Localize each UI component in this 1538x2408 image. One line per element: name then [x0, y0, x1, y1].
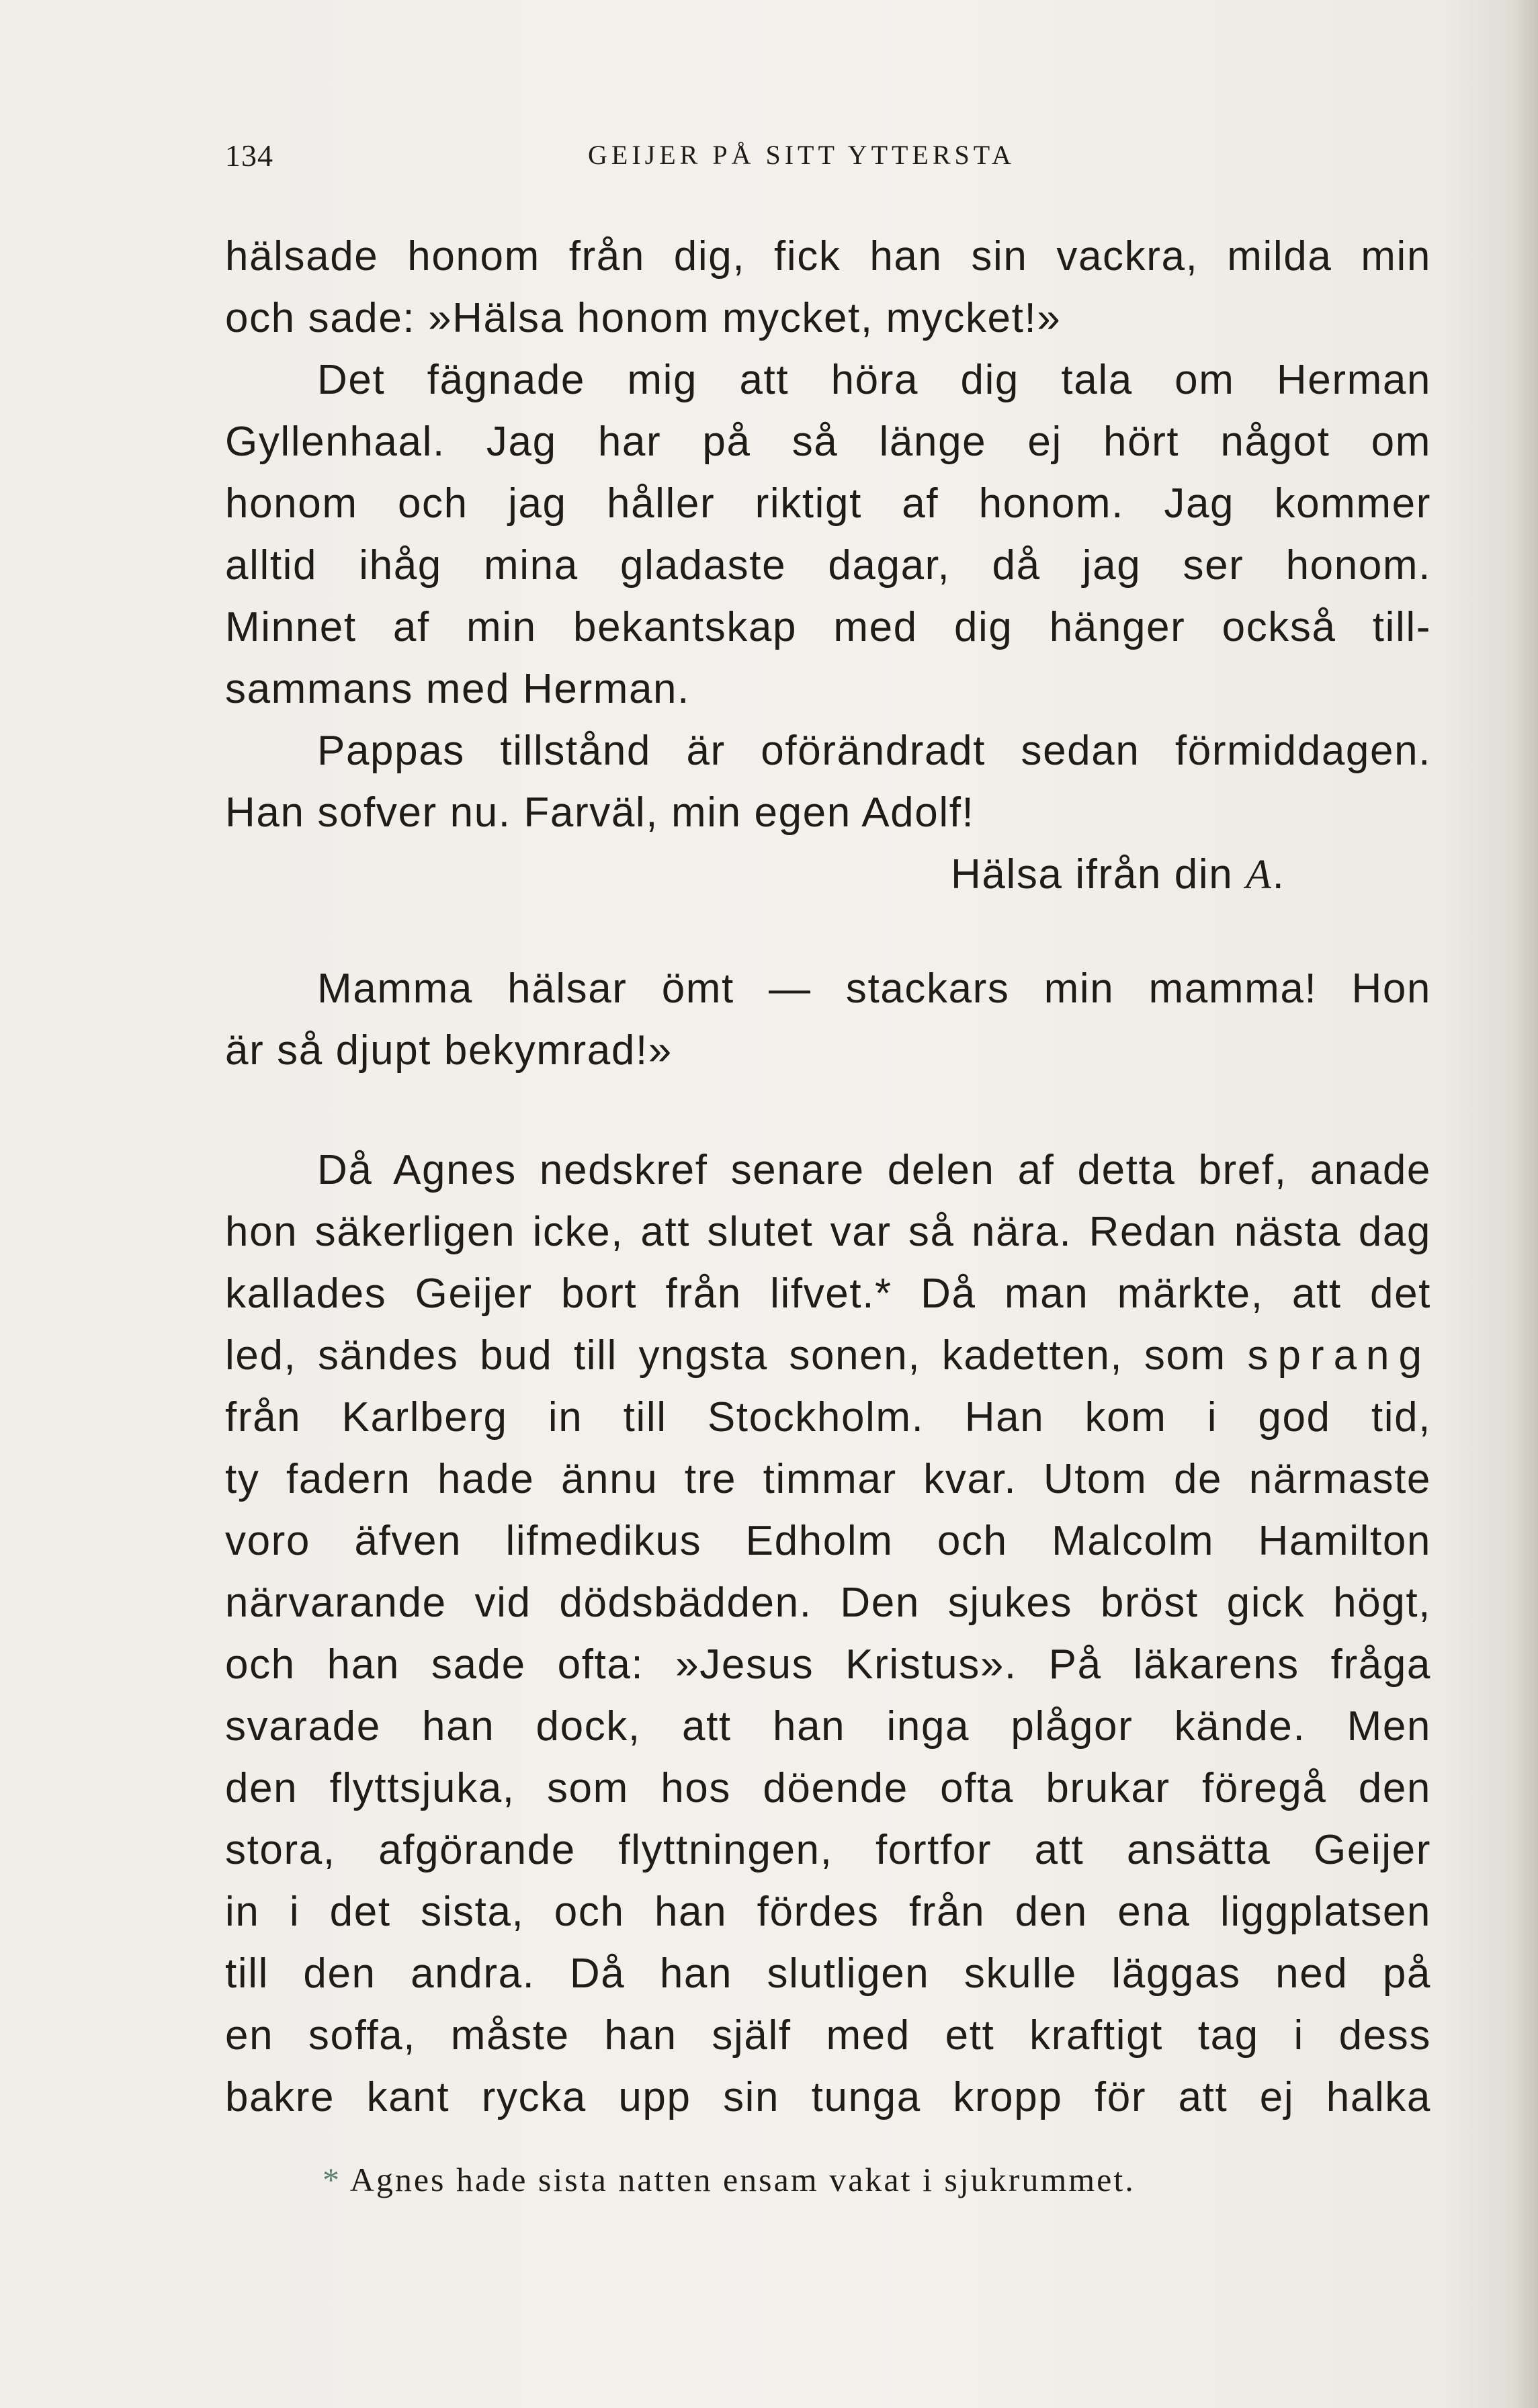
- text-line-start: led, sändes bud till yngsta sonen, kadetten, som: [225, 1332, 1226, 1379]
- text-line: ty fadern hade ännu tre timmar kvar. Utom de närmaste: [225, 1456, 1431, 1502]
- signature-prefix: Hälsa ifrån din: [951, 851, 1234, 898]
- text-line: bakre kant rycka upp sin tunga kropp för att ej halka: [225, 2074, 1431, 2120]
- page-number: 134: [225, 138, 273, 173]
- text-line: voro äfven lifmedikus Edholm och Malcolm Hamilton: [225, 1518, 1431, 1564]
- text-line: den flyttsjuka, som hos döende ofta brukar föregå den: [225, 1765, 1431, 1811]
- text-line: Då Agnes nedskref senare delen af detta bref, anade: [317, 1147, 1431, 1193]
- spaced-word: sprang: [1247, 1332, 1432, 1379]
- text-line: honom och jag håller riktigt af honom. Jag kommer: [225, 480, 1431, 527]
- page-edge-shadow: [1514, 0, 1538, 2408]
- text-line: närvarande vid dödsbädden. Den sjukes bröst gick högt,: [225, 1580, 1431, 1626]
- text-line: Det fägnade mig att höra dig tala om Herman: [317, 357, 1431, 403]
- text-line: sammans med Herman.: [225, 666, 690, 712]
- signature-line: [951, 844, 1285, 906]
- text-line: hälsade honom från dig, fick han sin vackra, milda min: [225, 233, 1431, 280]
- text-line: en soffa, måste han själf med ett kraftigt tag i dess: [225, 2012, 1431, 2059]
- footnote-text: Agnes hade sista natten ensam vakat i sjukrummet.: [349, 2161, 1136, 2198]
- text-line: svarade han dock, att han inga plågor kände. Men: [225, 1703, 1431, 1750]
- text-line: [225, 1325, 1431, 1387]
- text-line: kallades Geijer bort från lifvet.* Då man märkte, att det: [225, 1271, 1431, 1317]
- text-line: till den andra. Då han slutligen skulle läggas ned på: [225, 1950, 1431, 1997]
- signature-suffix: .: [1272, 851, 1285, 898]
- page-header: [225, 138, 1431, 178]
- text-line: från Karlberg in till Stockholm. Han kom i god tid,: [225, 1394, 1431, 1440]
- text-line: och han sade ofta: »Jesus Kristus». På läkarens fråga: [225, 1641, 1431, 1688]
- text-line: Han sofver nu. Farväl, min egen Adolf!: [225, 789, 975, 836]
- footnote-marker: *: [323, 2161, 341, 2198]
- text-line: Gyllenhaal. Jag har på så länge ej hört något om: [225, 419, 1431, 465]
- text-line: är så djupt bekymrad!»: [225, 1027, 673, 1074]
- text-line: Mamma hälsar ömt — stackars min mamma! Hon: [317, 965, 1431, 1012]
- text-line: stora, afgörande flyttningen, fortfor att ansätta Geijer: [225, 1827, 1431, 1873]
- text-line: och sade: »Hälsa honom mycket, mycket!»: [225, 295, 1062, 341]
- text-line: hon säkerligen icke, att slutet var så nära. Redan nästa dag: [225, 1209, 1431, 1255]
- text-line: in i det sista, och han fördes från den ena liggplatsen: [225, 1889, 1431, 1935]
- footnote: [323, 2160, 1136, 2199]
- text-line: Minnet af min bekantskap med dig hänger också till-: [225, 604, 1431, 650]
- text-line: alltid ihåg mina gladaste dagar, då jag ser honom.: [225, 542, 1431, 589]
- running-head: GEIJER PÅ SITT YTTERSTA: [588, 140, 1015, 170]
- text-line: Pappas tillstånd är oförändradt sedan förmiddagen.: [317, 728, 1431, 774]
- signature-name: A: [1246, 852, 1273, 898]
